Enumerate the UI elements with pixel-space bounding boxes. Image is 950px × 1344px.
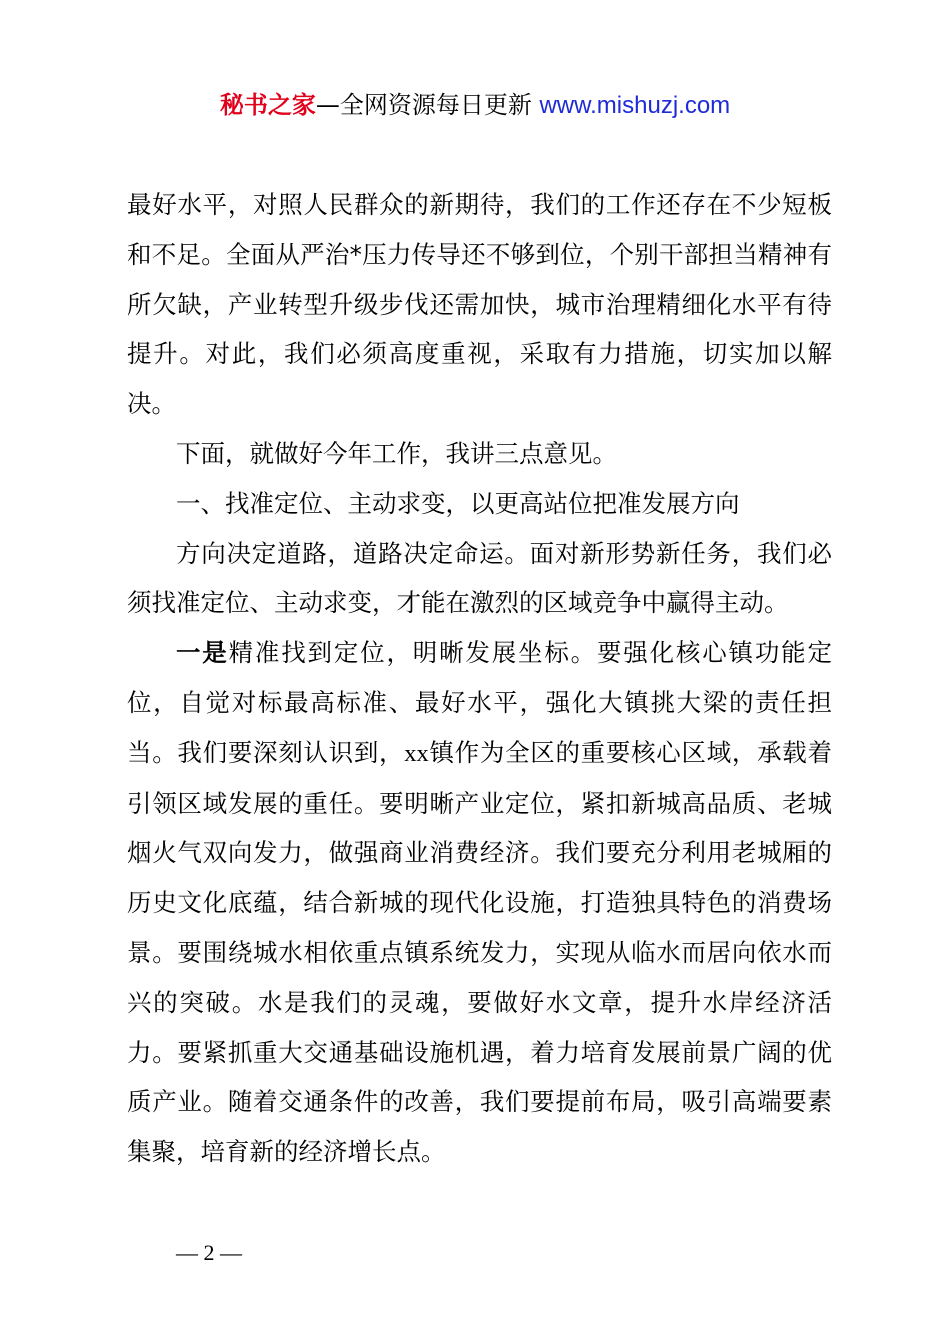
paragraph-direction: 方向决定道路，道路决定命运。面对新形势新任务，我们必须找准定位、主动求变，才能在激烈的区域竞争中赢得主动。 (127, 538, 832, 618)
paragraph-lead-label: 一是 (176, 638, 229, 668)
paragraph-text-part-a: 精准找到定位，明晰发展坐标。要强化核心镇功能定位，自觉对标最高标准、最好水平，强化大镇挑大梁的责任担当。我们要深刻认识到， (127, 638, 832, 767)
paragraph-positioning (127, 628, 832, 1177)
document-body (127, 180, 832, 1177)
site-url[interactable]: www.mishuzj.com (539, 92, 731, 119)
header-tagline: —全网资源每日更新 (315, 91, 532, 119)
paragraph-text-part-b: 镇作为全区的重要核心区域，承载着引领区域发展的重任。要明晰产业定位，紧扣新城高品质、老城烟火气双向发力，做强商业消费经济。我们要充分利用老城厢的历史文化底蕴，结合新城的现代化设施，打造独具特色的消费场景。要围绕城水相依重点镇系统发力，实现从临水而居向依水而兴的突破。水是我们的灵魂，要做好水文章，提升水岸经济活力。要紧抓重大交通基础设施机遇，着力培育发展前景广阔的优质产业。随着交通条件的改善，我们要提前布局，吸引高端要素集聚，培育新的经济增长点。 (127, 737, 833, 1167)
brand-name: 秘书之家 (219, 91, 316, 119)
paragraph-intro: 下面，就做好今年工作，我讲三点意见。 (176, 438, 617, 468)
placeholder-town-name: xx (404, 739, 429, 767)
site-header (0, 88, 950, 123)
paragraph-continuation: 最好水平，对照人民群众的新期待，我们的工作还存在不少短板和不足。全面从严治*压力传导还不够到位，个别干部担当精神有所欠缺，产业转型升级步伐还需加快，城市治理精细化水平有待提升。对此，我们必须高度重视，采取有力措施，切实加以解决。 (127, 190, 832, 419)
page-number: — 2 — (176, 1240, 242, 1265)
section-heading-1: 一、找准定位、主动求变，以更高站位把准发展方向 (176, 488, 740, 518)
